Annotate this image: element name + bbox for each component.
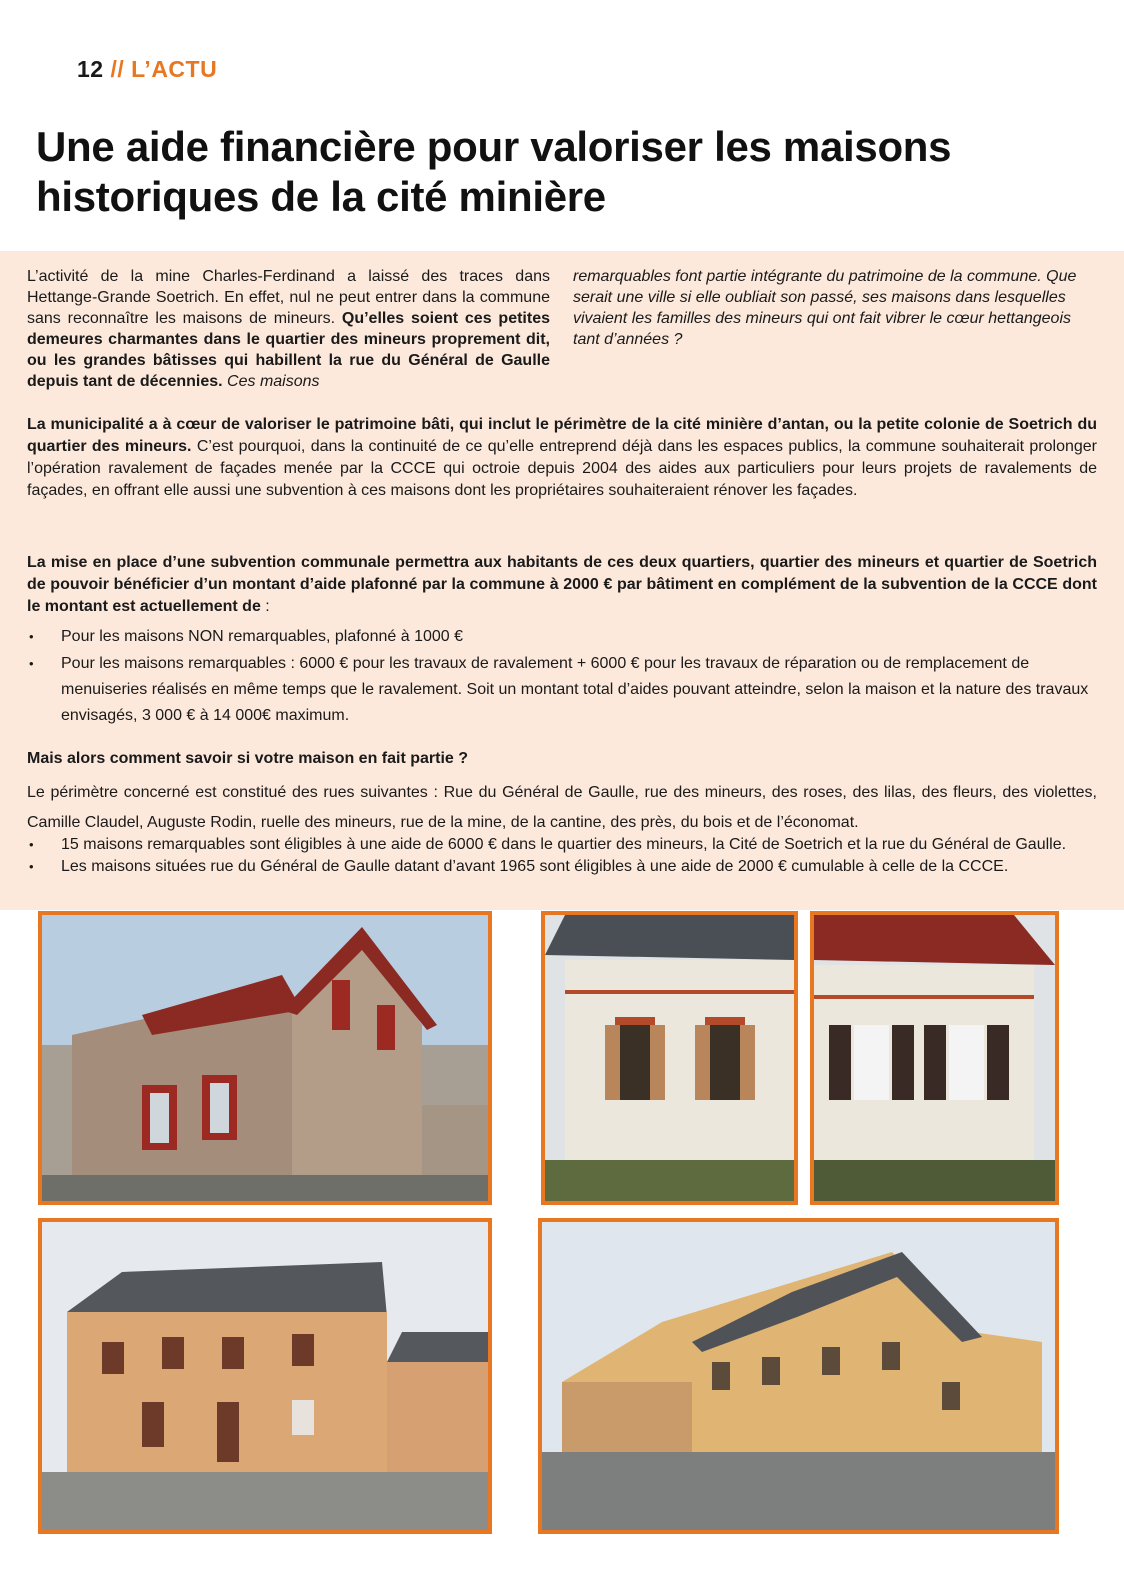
photo-white-house-shutters [541, 911, 798, 1205]
list-item: • Pour les maisons NON remarquables, plafonné à 1000 € [27, 624, 1097, 650]
page-header [77, 56, 217, 83]
intro-column-1 [27, 266, 550, 392]
paragraph-subsidy [27, 552, 1097, 618]
section-name: L’ACTU [131, 56, 218, 82]
photo-ochre-houses-row [538, 1218, 1059, 1534]
list-item: • Les maisons situées rue du Général de Gaulle datant d’avant 1965 sont éligibles à une aide de 2000 € cumulable à celle de la CCCE. [27, 856, 1097, 878]
paragraph-municipality [27, 414, 1097, 502]
paragraph-subsidy-bold: La mise en place d’une subvention communale permettra aux habitants de ces deux quartiers, quartier des mineurs et quartier de Soetrich de pouvoir bénéficier d’un montant d’aide plafonné par la commune à 2000 € par bâtiment en complément de la subvention de la CCCE dont le montant est actuellement de [27, 554, 1097, 615]
question-heading: Mais alors comment savoir si votre maison en fait partie ? [27, 750, 469, 767]
article-title: Une aide financière pour valoriser les maisons historiques de la cité minière [36, 123, 952, 220]
header-separator: // [110, 56, 125, 82]
photo-white-house-dark-shutters [810, 911, 1059, 1205]
paragraph-municipality-text: C’est pourquoi, dans la continuité de ce qu’elle entreprend déjà dans les espaces publics, la commune souhaiterait prolonger l’opération ravalement de façades menée par la CCCE qui octroie depuis 2004 des aides aux particuliers pour leurs projets de ravalements de façades, en offrant elle aussi une subvention à ces maisons dont les propriétaires souhaiteraient rénover les façades. [27, 438, 1098, 499]
intro-column-2: remarquables font partie intégrante du patrimoine de la commune. Que serait une ville si elle oubliait son passé, ses maisons dans lesquelles vivaient les familles des mineurs qui ont fait vibrer le cœur hettangeois tant d’années ? [573, 268, 1077, 348]
paragraph-subsidy-text: : [260, 598, 270, 615]
intro-italic-text: Ces maisons [222, 373, 320, 390]
list-item: • Pour les maisons remarquables : 6000 € pour les travaux de ravalement + 6000 € pour les travaux de réparation ou de remplacement de menuiseries réalisés en même temps que le ravalement. Soit un montant total d’aides pouvant atteindre, selon la maison et la nature des travaux envisagés, 3 000 € à 14 000€ maximum. [27, 651, 1097, 729]
photo-miner-house-brick [38, 911, 492, 1205]
intro-bold-text: Qu’elles soient ces petites demeures charmantes dans le quartier des mineurs proprement dit, ou les grandes bâtisses qui habillent la rue du Général de Gaulle depuis tant de décennies. [27, 310, 551, 390]
intro-text: L’activité de la mine Charles-Ferdinand a laissé des traces dans Hettange-Grande Soetrich. En effet, nul ne peut entrer dans la commune sans reconnaître les maisons de mineurs. [27, 268, 550, 327]
paragraph-municipality-bold: La municipalité a à cœur de valoriser le patrimoine bâti, qui inclut le périmètre de la cité minière d’antan, ou la petite colonie de Soetrich du quartier des mineurs. [27, 416, 1097, 455]
eligibility-list [27, 834, 1097, 878]
perimeter-paragraph: Le périmètre concerné est constitué des rues suivantes : Rue du Général de Gaulle, rue des mineurs, des roses, des lilas, des fleurs, des violettes, Camille Claudel, Auguste Rodin, ruelle des mineurs, rue de la mine, de la cantine, des près, du bois et de l’économat. [27, 784, 1097, 831]
photo-ochre-building [38, 1218, 492, 1534]
subsidy-list [27, 624, 1097, 730]
page-number: 12 [77, 56, 104, 82]
list-item: • 15 maisons remarquables sont éligibles à une aide de 6000 € dans le quartier des mineurs, la Cité de Soetrich et la rue du Général de Gaulle. [27, 834, 1097, 856]
